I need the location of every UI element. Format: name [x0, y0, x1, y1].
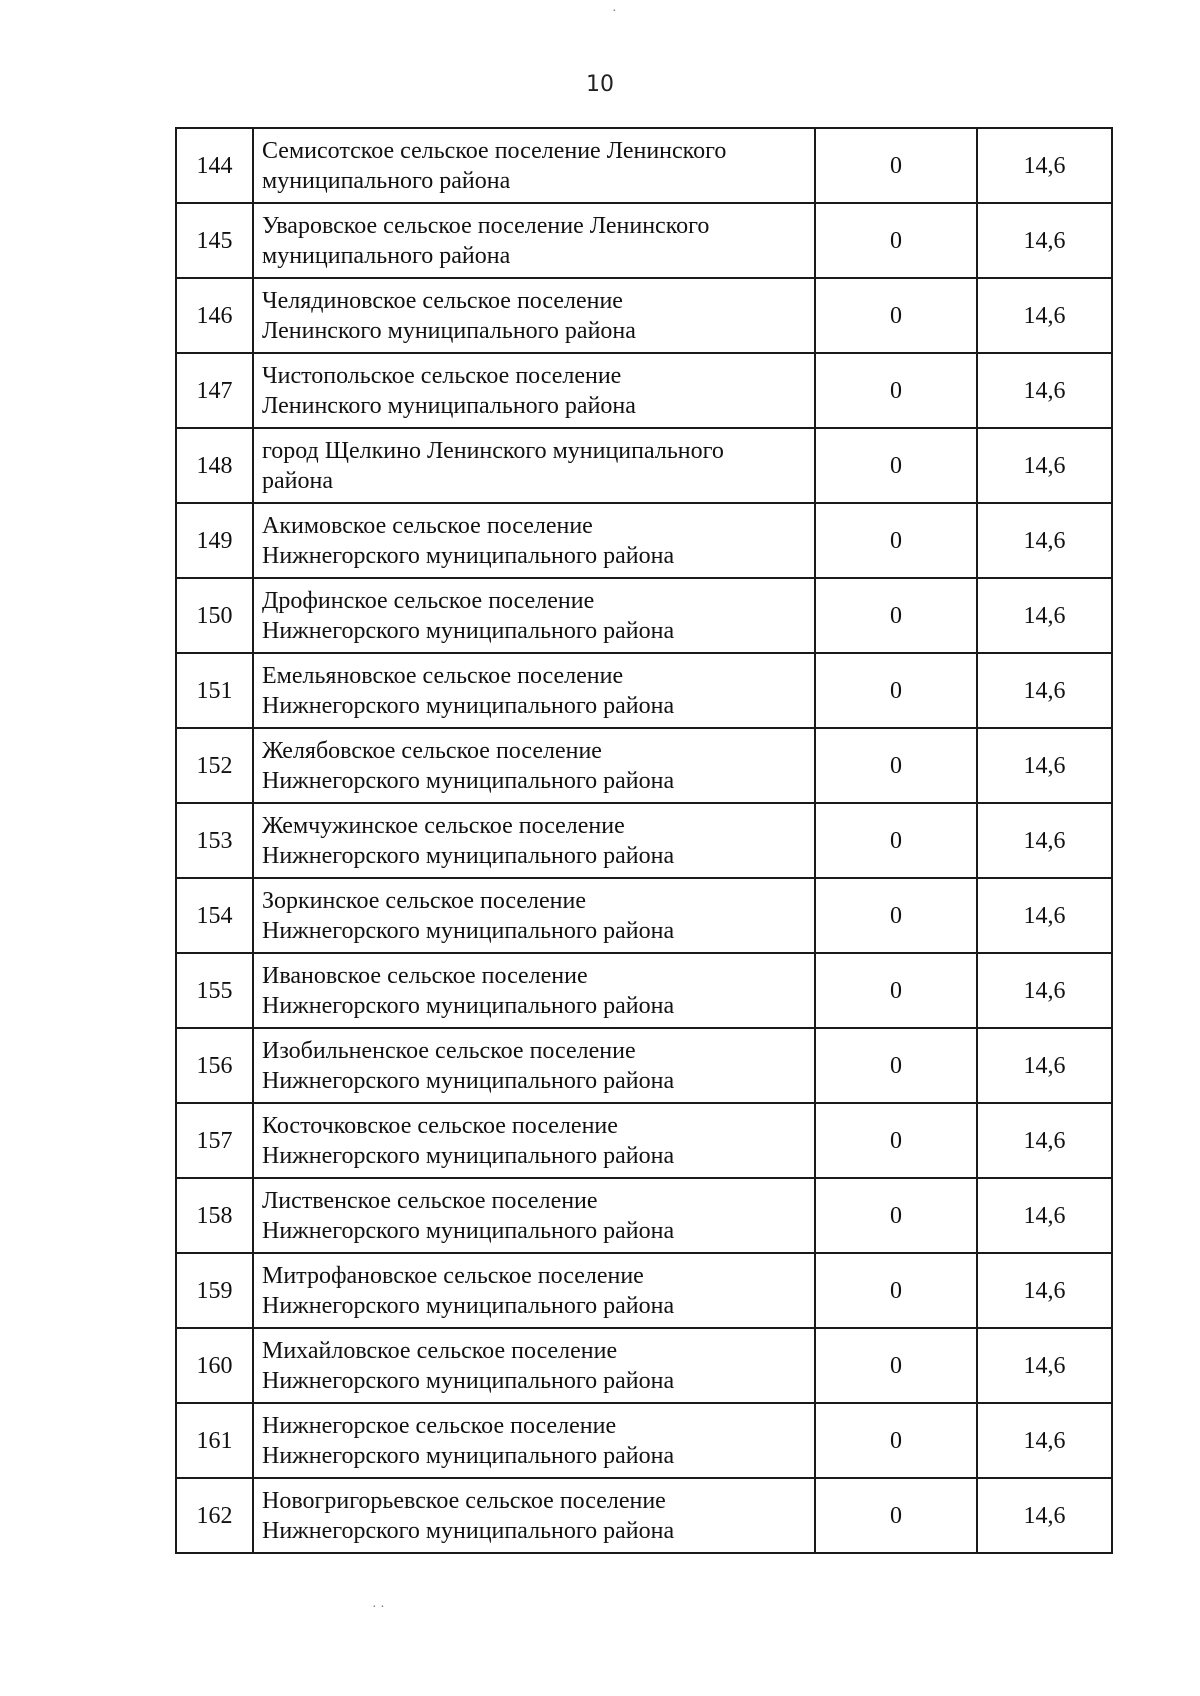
value-column-2: 14,6	[977, 803, 1112, 878]
settlement-name-line: Нижнегорского муниципального района	[262, 1292, 675, 1319]
value-column-2: 14,6	[977, 653, 1112, 728]
value-column-1: 0	[815, 428, 977, 503]
settlement-name-cell	[253, 203, 815, 278]
page-number: 10	[586, 72, 614, 97]
settlement-name-line: муниципального района	[262, 242, 511, 269]
row-number: 153	[176, 803, 253, 878]
row-number: 155	[176, 953, 253, 1028]
row-number: 146	[176, 278, 253, 353]
value-column-1: 0	[815, 278, 977, 353]
settlement-name-cell	[253, 1403, 815, 1478]
value-column-1: 0	[815, 653, 977, 728]
settlement-name-line: Лиственское сельское поселение	[262, 1187, 598, 1214]
row-number: 157	[176, 1103, 253, 1178]
settlement-name-line: Косточковское сельское поселение	[262, 1112, 618, 1139]
table-row	[176, 1253, 1112, 1328]
settlement-name-line: Ленинского муниципального района	[262, 392, 636, 419]
settlement-name-line: Нижнегорского муниципального района	[262, 617, 675, 644]
row-number: 150	[176, 578, 253, 653]
table-row	[176, 578, 1112, 653]
value-column-2: 14,6	[977, 128, 1112, 203]
value-column-2: 14,6	[977, 353, 1112, 428]
row-number: 151	[176, 653, 253, 728]
settlement-name-line: Нижнегорского муниципального района	[262, 1217, 675, 1244]
row-number: 156	[176, 1028, 253, 1103]
table-row	[176, 428, 1112, 503]
settlement-name-line: Митрофановское сельское поселение	[262, 1262, 644, 1289]
table-row	[176, 353, 1112, 428]
settlement-name-line: Акимовское сельское поселение	[262, 512, 593, 539]
value-column-1: 0	[815, 1478, 977, 1553]
settlement-name-line: Нижнегорского муниципального района	[262, 917, 675, 944]
settlement-name-line: Уваровское сельское поселение Ленинского	[262, 212, 710, 239]
value-column-1: 0	[815, 1403, 977, 1478]
row-number: 148	[176, 428, 253, 503]
row-number: 162	[176, 1478, 253, 1553]
value-column-2: 14,6	[977, 428, 1112, 503]
table-row	[176, 128, 1112, 203]
row-number: 147	[176, 353, 253, 428]
settlement-name-cell	[253, 1028, 815, 1103]
value-column-1: 0	[815, 578, 977, 653]
settlement-name-line: муниципального района	[262, 167, 511, 194]
table-row	[176, 1403, 1112, 1478]
settlements-table	[175, 127, 1113, 1554]
settlement-name-line: Нижнегорского муниципального района	[262, 992, 675, 1019]
value-column-1: 0	[815, 1028, 977, 1103]
settlement-name-cell	[253, 578, 815, 653]
settlement-name-line: Нижнегорского муниципального района	[262, 542, 675, 569]
settlement-name-line: Семисотское сельское поселение Ленинского	[262, 137, 727, 164]
table-body	[176, 128, 1112, 1553]
table-row	[176, 1028, 1112, 1103]
settlement-name-line: Нижнегорское сельское поселение	[262, 1412, 617, 1439]
settlement-name-line: Емельяновское сельское поселение	[262, 662, 624, 689]
settlement-name-line: Жемчужинское сельское поселение	[262, 812, 625, 839]
settlement-name-line: района	[262, 467, 333, 494]
settlement-name-cell	[253, 428, 815, 503]
settlement-name-line: Михайловское сельское поселение	[262, 1337, 618, 1364]
settlement-name-line: Нижнегорского муниципального района	[262, 1142, 675, 1169]
settlement-name-line: Новогригорьевское сельское поселение	[262, 1487, 666, 1514]
table-row	[176, 278, 1112, 353]
settlement-name-cell	[253, 803, 815, 878]
value-column-1: 0	[815, 128, 977, 203]
value-column-1: 0	[815, 803, 977, 878]
value-column-2: 14,6	[977, 1328, 1112, 1403]
settlement-name-line: Желябовское сельское поселение	[262, 737, 602, 764]
table-row	[176, 803, 1112, 878]
value-column-1: 0	[815, 953, 977, 1028]
value-column-2: 14,6	[977, 728, 1112, 803]
row-number: 144	[176, 128, 253, 203]
settlement-name-cell	[253, 653, 815, 728]
row-number: 154	[176, 878, 253, 953]
settlement-name-cell	[253, 1328, 815, 1403]
row-number: 158	[176, 1178, 253, 1253]
settlement-name-cell	[253, 728, 815, 803]
row-number: 145	[176, 203, 253, 278]
value-column-2: 14,6	[977, 203, 1112, 278]
table-row	[176, 878, 1112, 953]
row-number: 149	[176, 503, 253, 578]
value-column-1: 0	[815, 878, 977, 953]
settlement-name-cell	[253, 878, 815, 953]
settlement-name-line: Нижнегорского муниципального района	[262, 692, 675, 719]
settlement-name-line: Ленинского муниципального района	[262, 317, 636, 344]
settlement-name-line: Ивановское сельское поселение	[262, 962, 588, 989]
settlement-name-line: Нижнегорского муниципального района	[262, 1067, 675, 1094]
value-column-1: 0	[815, 1328, 977, 1403]
settlement-name-cell	[253, 1478, 815, 1553]
settlement-name-cell	[253, 278, 815, 353]
settlement-name-line: Дрофинское сельское поселение	[262, 587, 595, 614]
value-column-2: 14,6	[977, 1103, 1112, 1178]
value-column-1: 0	[815, 503, 977, 578]
value-column-2: 14,6	[977, 1028, 1112, 1103]
settlement-name-line: город Щелкино Ленинского муниципального	[262, 437, 724, 464]
scan-speck: · ·	[372, 1600, 385, 1615]
settlement-name-cell	[253, 1253, 815, 1328]
settlement-name-line: Челядиновское сельское поселение	[262, 287, 623, 314]
value-column-2: 14,6	[977, 953, 1112, 1028]
settlement-name-line: Изобильненское сельское поселение	[262, 1037, 636, 1064]
table-row	[176, 203, 1112, 278]
table-row	[176, 953, 1112, 1028]
settlement-name-cell	[253, 353, 815, 428]
settlement-name-line: Нижнегорского муниципального района	[262, 1442, 675, 1469]
scan-speck: ·	[612, 4, 617, 19]
table-row	[176, 503, 1112, 578]
table-row	[176, 1103, 1112, 1178]
table-row	[176, 653, 1112, 728]
value-column-2: 14,6	[977, 578, 1112, 653]
table-row	[176, 728, 1112, 803]
value-column-2: 14,6	[977, 878, 1112, 953]
settlement-name-cell	[253, 953, 815, 1028]
value-column-1: 0	[815, 1253, 977, 1328]
value-column-1: 0	[815, 728, 977, 803]
table-row	[176, 1328, 1112, 1403]
settlement-name-line: Зоркинское сельское поселение	[262, 887, 586, 914]
value-column-2: 14,6	[977, 1178, 1112, 1253]
value-column-2: 14,6	[977, 278, 1112, 353]
value-column-1: 0	[815, 1103, 977, 1178]
value-column-2: 14,6	[977, 1403, 1112, 1478]
row-number: 161	[176, 1403, 253, 1478]
value-column-1: 0	[815, 1178, 977, 1253]
settlement-name-line: Чистопольское сельское поселение	[262, 362, 622, 389]
settlement-name-line: Нижнегорского муниципального района	[262, 842, 675, 869]
settlement-name-cell	[253, 128, 815, 203]
settlement-name-cell	[253, 1178, 815, 1253]
table-row	[176, 1478, 1112, 1553]
row-number: 152	[176, 728, 253, 803]
table-row	[176, 1178, 1112, 1253]
settlement-name-line: Нижнегорского муниципального района	[262, 1367, 675, 1394]
settlement-name-cell	[253, 1103, 815, 1178]
value-column-2: 14,6	[977, 1478, 1112, 1553]
row-number: 160	[176, 1328, 253, 1403]
settlement-name-line: Нижнегорского муниципального района	[262, 1517, 675, 1544]
settlement-name-cell	[253, 503, 815, 578]
settlement-name-line: Нижнегорского муниципального района	[262, 767, 675, 794]
value-column-1: 0	[815, 353, 977, 428]
value-column-2: 14,6	[977, 1253, 1112, 1328]
row-number: 159	[176, 1253, 253, 1328]
value-column-2: 14,6	[977, 503, 1112, 578]
value-column-1: 0	[815, 203, 977, 278]
